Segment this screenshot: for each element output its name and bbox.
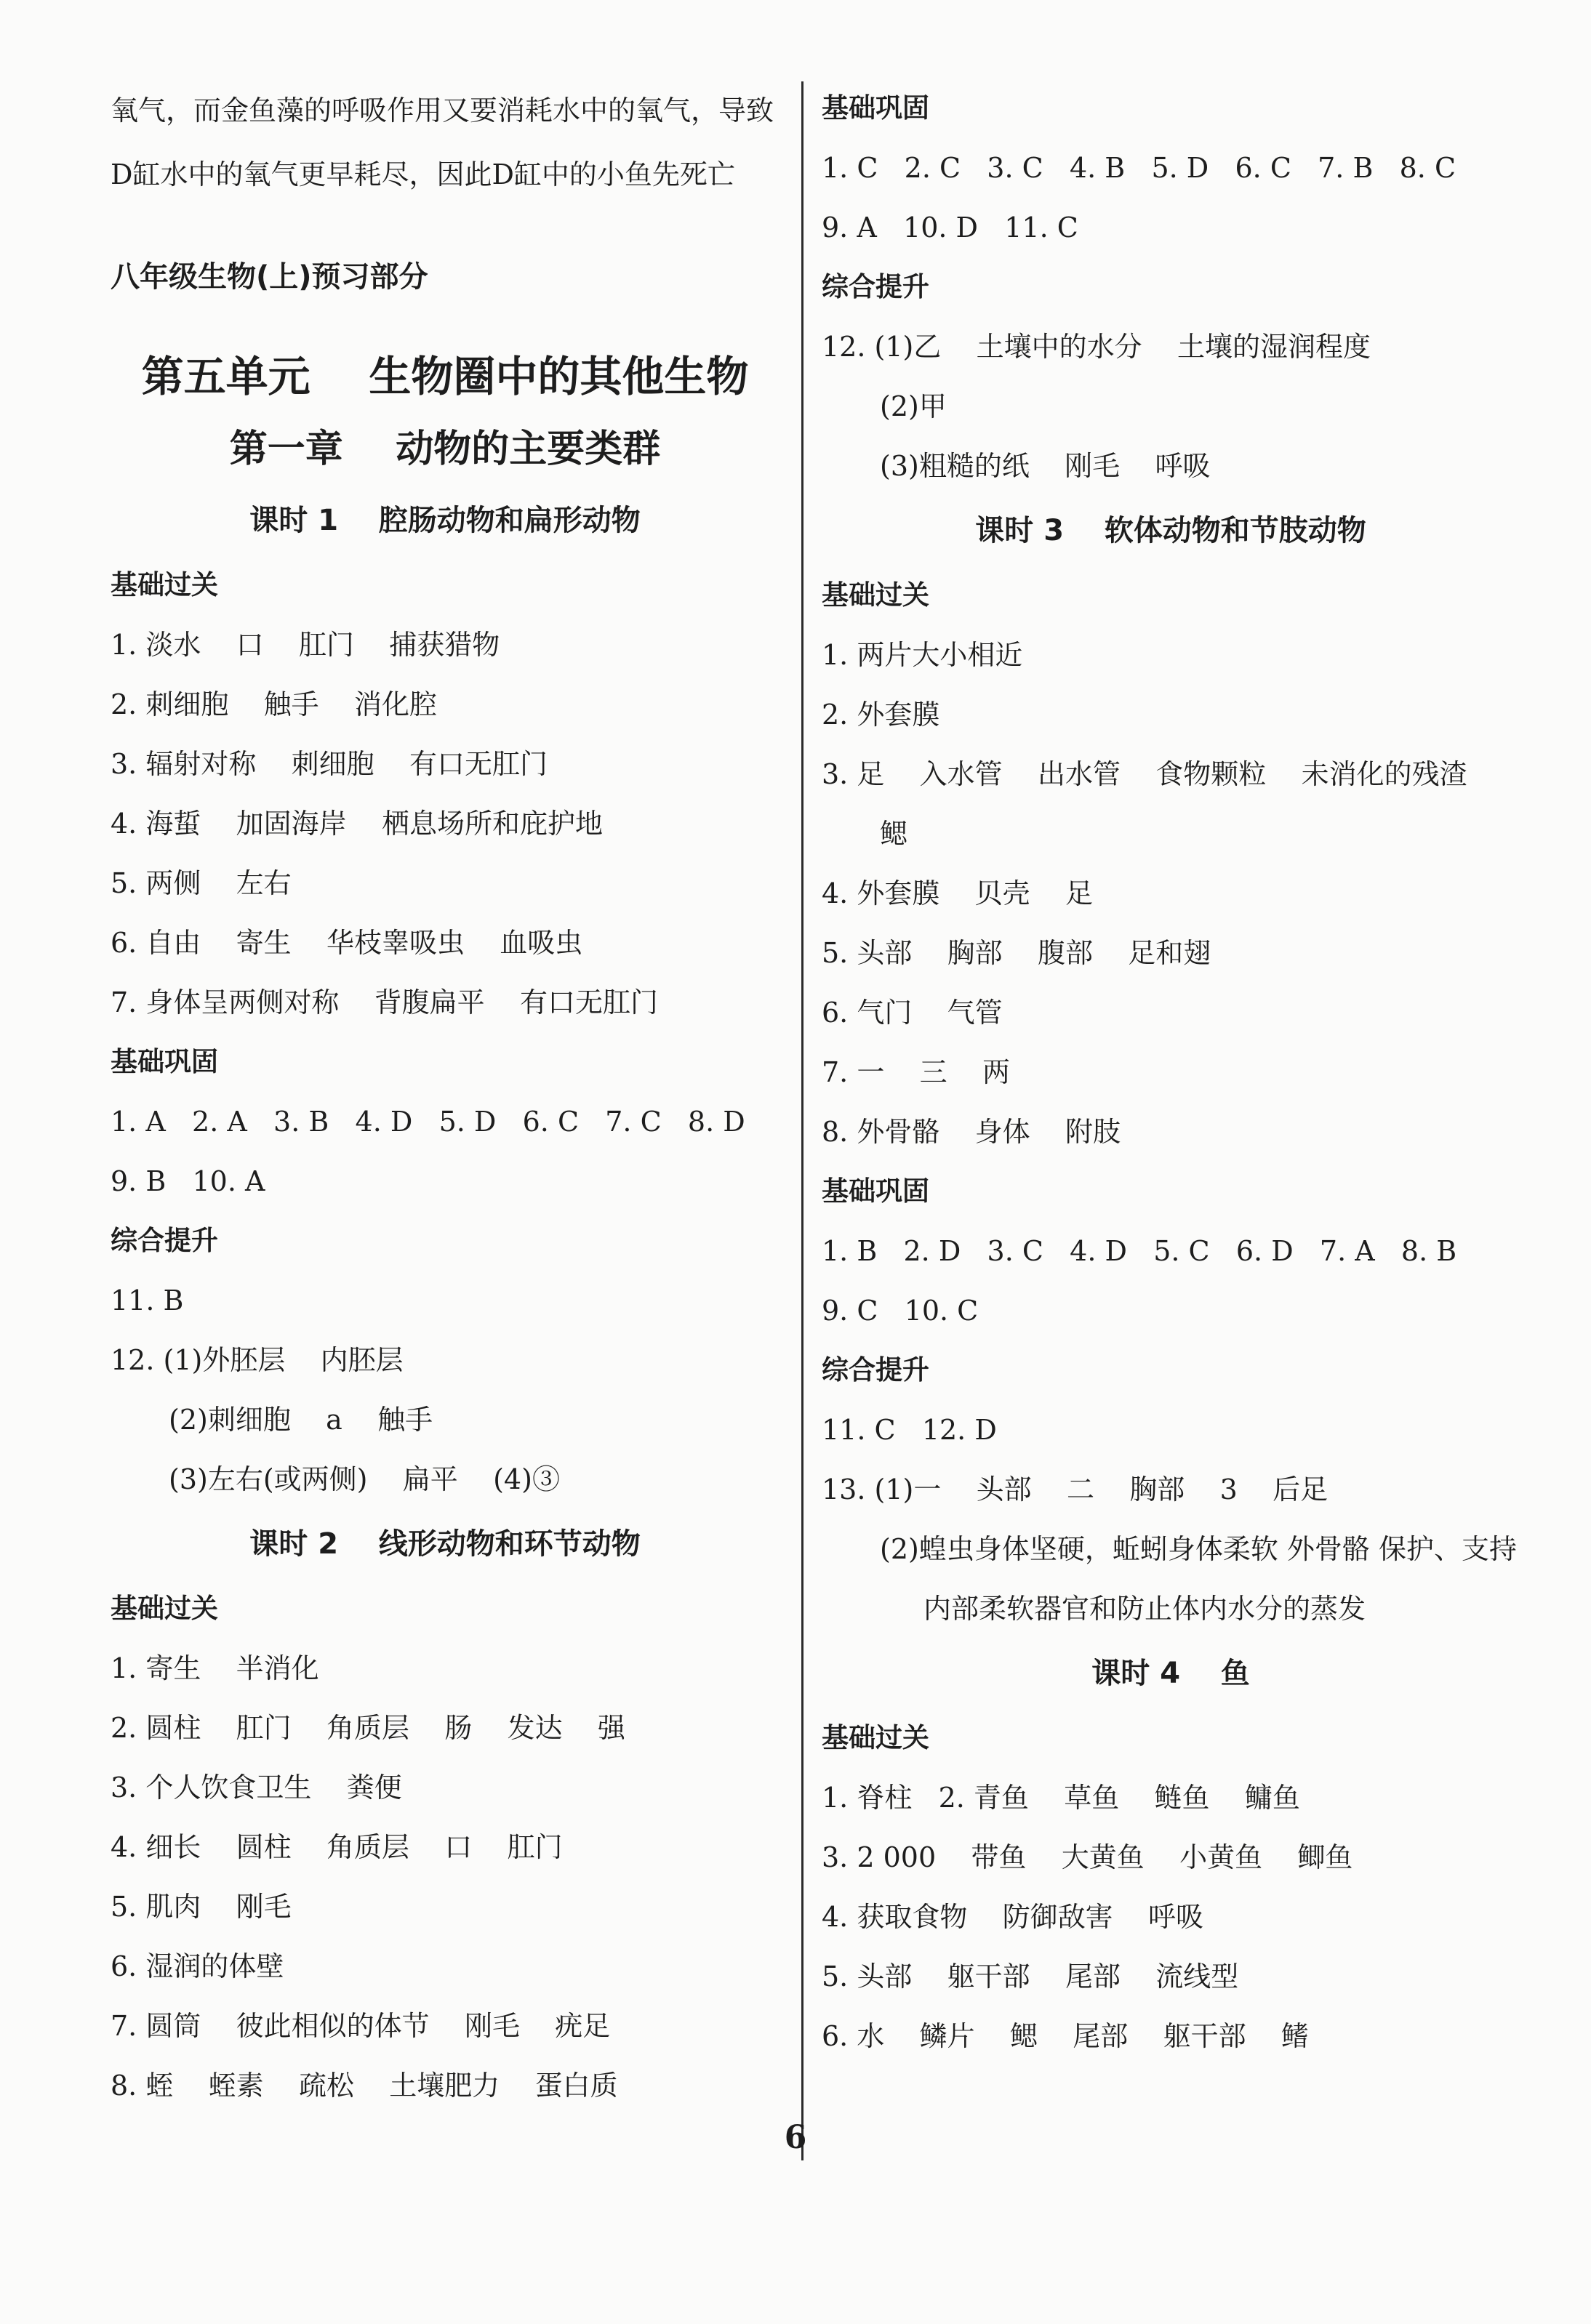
grade-heading: 八年级生物(上)预习部分 bbox=[111, 260, 428, 294]
lesson-4-title: 课时 4 鱼 bbox=[1091, 1657, 1250, 1690]
answer-line: 4. 获取食物 防御敌害 呼吸 bbox=[822, 1901, 1203, 1933]
right-column bbox=[822, 79, 1520, 2066]
answer-subline: (3)左右(或两侧) 扁平 (4)③ bbox=[169, 1463, 560, 1495]
lesson-1-title: 课时 1 腔肠动物和扁形动物 bbox=[249, 504, 641, 537]
answer-line: 3. 个人饮食卫生 粪便 bbox=[111, 1772, 402, 1804]
answer-subline: (2)刺细胞 a 触手 bbox=[169, 1404, 433, 1436]
answer-line: 2. 刺细胞 触手 消化腔 bbox=[111, 688, 437, 720]
section-heading: 基础过关 bbox=[111, 1593, 218, 1624]
lesson-2-title: 课时 2 线形动物和环节动物 bbox=[249, 1527, 641, 1561]
answer-line: 5. 头部 躯干部 尾部 流线型 bbox=[822, 1961, 1239, 1993]
answer-line: 9. B 10. A bbox=[111, 1165, 265, 1197]
section-heading: 综合提升 bbox=[822, 1354, 929, 1386]
answer-line: 6. 湿润的体壁 bbox=[111, 1950, 284, 1982]
section-heading: 基础过关 bbox=[111, 569, 218, 600]
answer-subline-wrapped: (2)蝗虫身体坚硬，蚯蚓身体柔软 外骨骼 保护、支持内部柔软器官和防止体内水分的蒸发 bbox=[880, 1533, 1517, 1625]
answer-line: 4. 海蜇 加固海岸 栖息场所和庇护地 bbox=[111, 808, 603, 840]
answer-line: 9. A 10. D 11. C bbox=[822, 212, 1078, 244]
answer-line: 5. 两侧 左右 bbox=[111, 867, 292, 899]
answer-line: 1. 淡水 口 肛门 捕获猎物 bbox=[111, 629, 500, 661]
answer-line: 9. C 10. C bbox=[822, 1295, 979, 1327]
section-heading: 基础过关 bbox=[822, 1722, 929, 1753]
answer-line: 2. 外套膜 bbox=[822, 699, 940, 731]
answer-line: 1. 寄生 半消化 bbox=[111, 1652, 319, 1684]
answer-subline: (3)粗糙的纸 刚毛 呼吸 bbox=[880, 450, 1211, 482]
section-heading: 基础过关 bbox=[822, 579, 929, 611]
answer-subline: (2)甲 bbox=[880, 390, 947, 422]
chapter-title: 第一章 动物的主要类群 bbox=[229, 427, 661, 471]
page-number: 6 bbox=[784, 2119, 807, 2156]
answer-line: 7. 一 三 两 bbox=[822, 1056, 1010, 1088]
column-divider bbox=[801, 81, 803, 2160]
answer-line: 3. 足 入水管 出水管 食物颗粒 未消化的残渣 bbox=[822, 758, 1467, 790]
answer-line: 3. 辐射对称 刺细胞 有口无肛门 bbox=[111, 748, 548, 780]
answer-line: 13. (1)一 头部 二 胸部 3 后足 bbox=[822, 1473, 1328, 1505]
answer-line: 8. 蛭 蛭素 疏松 土壤肥力 蛋白质 bbox=[111, 2070, 618, 2102]
answer-line: 8. 外骨骼 身体 附肢 bbox=[822, 1116, 1121, 1148]
answer-line: 4. 细长 圆柱 角质层 口 肛门 bbox=[111, 1831, 563, 1863]
unit-title: 第五单元 生物圈中的其他生物 bbox=[141, 352, 749, 401]
answer-line: 5. 头部 胸部 腹部 足和翅 bbox=[822, 937, 1211, 969]
answer-line: 11. C 12. D bbox=[822, 1414, 997, 1446]
answer-line: 1. 两片大小相近 bbox=[822, 639, 1023, 671]
left-column bbox=[111, 79, 780, 2115]
answer-line: 7. 身体呈两侧对称 背腹扁平 有口无肛门 bbox=[111, 986, 658, 1018]
answer-line: 11. B bbox=[111, 1284, 184, 1316]
answer-line: 6. 气门 气管 bbox=[822, 997, 1003, 1029]
answer-line: 4. 外套膜 贝壳 足 bbox=[822, 877, 1093, 909]
section-heading: 综合提升 bbox=[822, 271, 929, 302]
answer-line: 5. 肌肉 刚毛 bbox=[111, 1891, 292, 1923]
lesson-3-title: 课时 3 软体动物和节肢动物 bbox=[975, 514, 1366, 547]
section-heading: 基础巩固 bbox=[822, 92, 929, 124]
answer-line: 1. C 2. C 3. C 4. B 5. D 6. C 7. B 8. C bbox=[822, 152, 1456, 184]
answer-line: 12. (1)外胚层 内胚层 bbox=[111, 1344, 404, 1376]
answer-line: 6. 水 鳞片 鳃 尾部 躯干部 鳍 bbox=[822, 2020, 1309, 2052]
answer-line: 7. 圆筒 彼此相似的体节 刚毛 疣足 bbox=[111, 2010, 611, 2042]
answer-line: 1. B 2. D 3. C 4. D 5. C 6. D 7. A 8. B bbox=[822, 1235, 1457, 1267]
answer-line: 2. 圆柱 肛门 角质层 肠 发达 强 bbox=[111, 1712, 625, 1744]
answer-line: 3. 2 000 带鱼 大黄鱼 小黄鱼 鲫鱼 bbox=[822, 1841, 1353, 1873]
answer-line: 1. 脊柱 2. 青鱼 草鱼 鲢鱼 鳙鱼 bbox=[822, 1782, 1300, 1814]
answer-line: 1. A 2. A 3. B 4. D 5. D 6. C 7. C 8. D bbox=[111, 1106, 745, 1138]
section-heading: 基础巩固 bbox=[822, 1175, 929, 1207]
answer-line: 6. 自由 寄生 华枝睾吸虫 血吸虫 bbox=[111, 927, 583, 959]
answer-continuation: 鳃 bbox=[880, 818, 908, 850]
answer-line: 12. (1)乙 土壤中的水分 土壤的湿润程度 bbox=[822, 331, 1371, 363]
section-heading: 综合提升 bbox=[111, 1225, 218, 1256]
section-heading: 基础巩固 bbox=[111, 1046, 218, 1077]
intro-paragraph: 氧气，而金鱼藻的呼吸作用又要消耗水中的氧气，导致D缸水中的氧气更早耗尽，因此D缸中的小鱼先死亡 bbox=[111, 95, 774, 190]
